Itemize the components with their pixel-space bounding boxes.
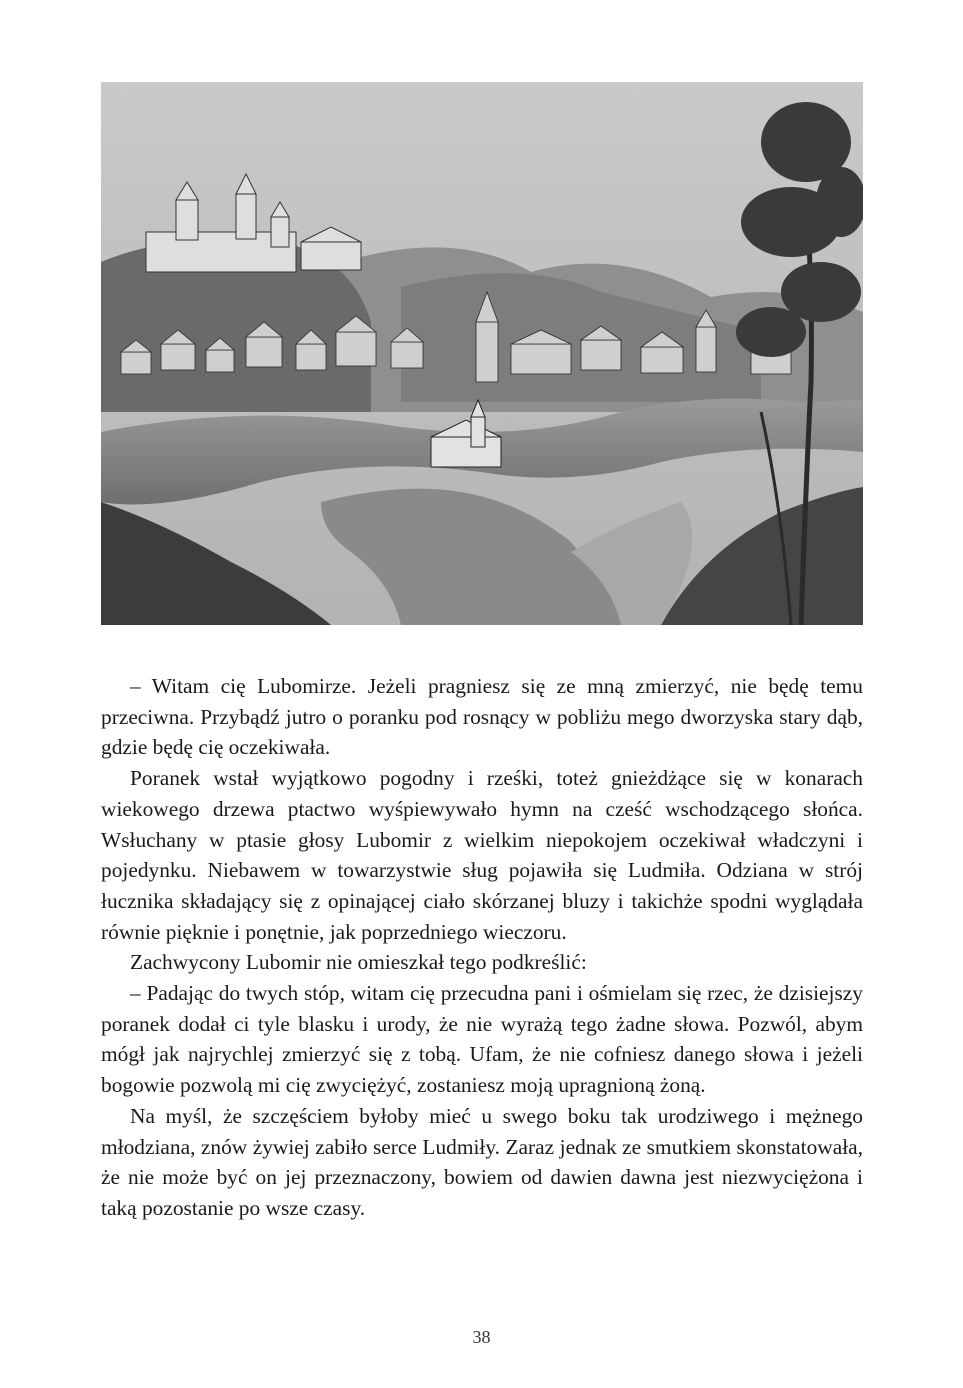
paragraph: Zachwycony Lubomir nie omieszkał tego podkreślić:: [130, 950, 587, 975]
paragraph: Poranek wstał wyjątkowo pogodny i rześki, toteż gnieżdżące się w konarach wiekowego drzewa ptactwo wyśpiewywało hymn na cześć wschodzącego słońca. Wsłuchany w ptasie głosy Lubomir z wielkim niepokojem oczekiwał władczyni i pojedynku. Niebawem w towarzystwie sług pojawiła się Ludmiła. Odziana w strój łucznika składający się z opinającej ciało skórzanej bluzy i takichże spodni wyglądała równie pięknie i ponętnie, jak poprzedniego wieczoru.: [101, 766, 863, 944]
paragraph: – Witam cię Lubomirze. Jeżeli pragniesz się ze mną zmierzyć, nie będę temu przeciwna. Przybądź jutro o poranku pod rosnący w pobliżu mego dworzyska stary dąb, gdzie będę cię oczekiwała.: [101, 674, 863, 760]
paragraph: – Padając do twych stóp, witam cię przecudna pani i ośmielam się rzec, że dzisiejszy poranek dodał ci tyle blasku i urody, że nie wyrażą tego żadne słowa. Pozwól, abym mógł jak najrychlej zmierzyć się z tobą. Ufam, że nie cofniesz danego słowa i jeżeli bogowie pozwolą mi cię zwyciężyć, zostaniesz moją upragnioną żoną.: [101, 981, 863, 1098]
page-number: 38: [472, 1327, 491, 1347]
paragraph: Na myśl, że szczęściem byłoby mieć u swego boku tak urodziwego i mężnego młodziana, znów żywiej zabiło serce Ludmiły. Zaraz jednak ze smutkiem skonstatowała, że nie może być on jej przeznaczony, bowiem od dawien dawna jest niezwyciężona i taką pozostanie po wsze czasy.: [101, 1103, 863, 1220]
town-illustration: [101, 82, 863, 625]
body-text: [101, 671, 863, 1224]
